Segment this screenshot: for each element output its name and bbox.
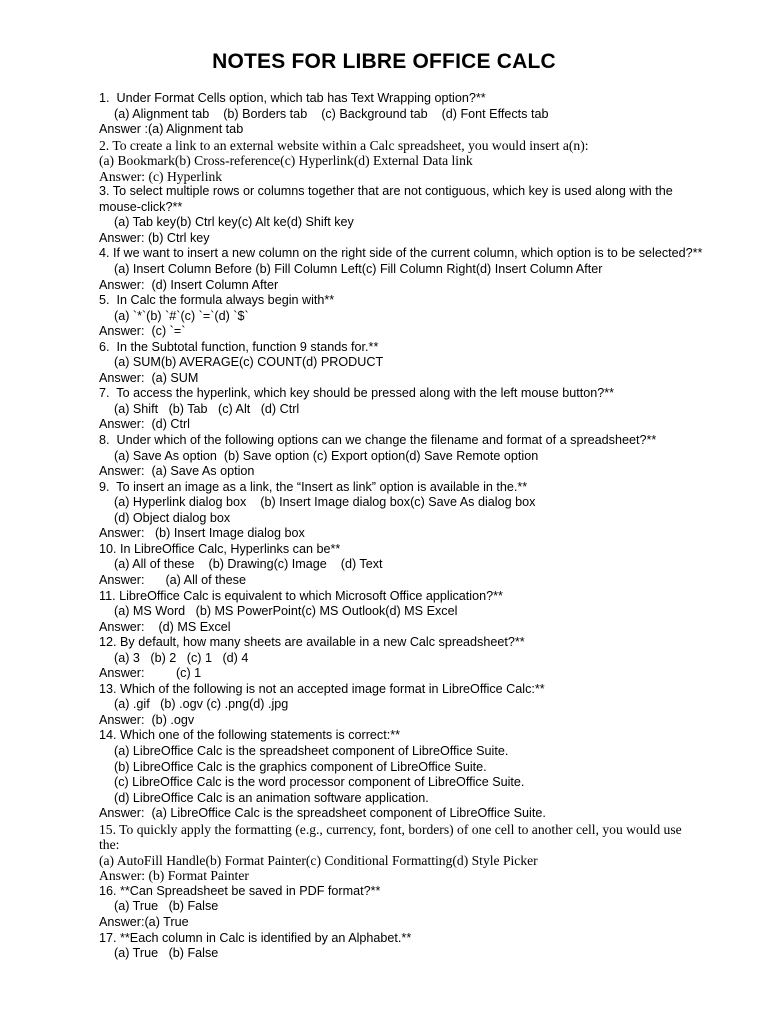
- answer-4: Answer: (d) Insert Column After: [99, 277, 279, 292]
- answer-3: Answer: (b) Ctrl key: [99, 230, 210, 245]
- answer-10: Answer: (a) All of these: [99, 572, 246, 587]
- answer-11: Answer: (d) MS Excel: [99, 619, 231, 634]
- options-9-cont: (d) Object dialog box: [114, 510, 231, 525]
- option-14a: (a) LibreOffice Calc is the spreadsheet component of LibreOffice Suite.: [114, 743, 509, 758]
- options-17: (a) True (b) False: [114, 946, 219, 961]
- options-16: (a) True (b) False: [114, 899, 219, 914]
- question-17: 17. **Each column in Calc is identified by an Alphabet.**: [99, 930, 412, 945]
- answer-8: Answer: (a) Save As option: [99, 464, 255, 479]
- options-15: (a) AutoFill Handle(b) Format Painter(c) Conditional Formatting(d) Style Picker: [99, 852, 538, 868]
- options-9: (a) Hyperlink dialog box (b) Insert Image dialog box(c) Save As dialog box: [114, 495, 536, 510]
- question-13: 13. Which of the following is not an accepted image format in LibreOffice Calc:**: [99, 681, 545, 696]
- answer-12: Answer: (c) 1: [99, 666, 202, 681]
- options-8: (a) Save As option (b) Save option (c) Export option(d) Save Remote option: [114, 448, 539, 463]
- answer-13: Answer: (b) .ogv: [99, 712, 195, 727]
- question-3: 3. To select multiple rows or columns together that are not contiguous, which key is used along with the mouse-click?**: [99, 184, 673, 214]
- question-12: 12. By default, how many sheets are available in a new Calc spreadsheet?**: [99, 635, 525, 650]
- question-2: 2. To create a link to an external website within a Calc spreadsheet, you would insert a(n):: [99, 137, 589, 153]
- option-14d: (d) LibreOffice Calc is an animation software application.: [114, 790, 429, 805]
- question-14: 14. Which one of the following statements is correct:**: [99, 728, 400, 743]
- answer-6: Answer: (a) SUM: [99, 370, 199, 385]
- answer-16: Answer:(a) True: [99, 914, 189, 929]
- question-5: 5. In Calc the formula always begin with**: [99, 293, 335, 308]
- question-10: 10. In LibreOffice Calc, Hyperlinks can be**: [99, 541, 341, 556]
- options-6: (a) SUM(b) AVERAGE(c) COUNT(d) PRODUCT: [114, 355, 384, 370]
- question-15: 15. To quickly apply the formatting (e.g., currency, font, borders) of one cell to another cell, you would use the:: [99, 821, 682, 853]
- options-12: (a) 3 (b) 2 (c) 1 (d) 4: [114, 650, 249, 665]
- question-11: 11. LibreOffice Calc is equivalent to which Microsoft Office application?**: [99, 588, 503, 603]
- question-9: 9. To insert an image as a link, the “Insert as link” option is available in the.**: [99, 479, 528, 494]
- option-14c: (c) LibreOffice Calc is the word processor component of LibreOffice Suite.: [114, 775, 525, 790]
- options-4: (a) Insert Column Before (b) Fill Column Left(c) Fill Column Right(d) Insert Column After: [114, 262, 603, 277]
- question-16: 16. **Can Spreadsheet be saved in PDF format?**: [99, 883, 381, 898]
- options-10: (a) All of these (b) Drawing(c) Image (d) Text: [114, 557, 383, 572]
- options-13: (a) .gif (b) .ogv (c) .png(d) .jpg: [114, 697, 289, 712]
- question-6: 6. In the Subtotal function, function 9 stands for.**: [99, 339, 379, 354]
- answer-7: Answer: (d) Ctrl: [99, 417, 190, 432]
- options-2: (a) Bookmark(b) Cross-reference(c) Hyperlink(d) External Data link: [99, 153, 473, 169]
- question-8: 8. Under which of the following options can we change the filename and format of a spreadsheet?**: [99, 433, 657, 448]
- options-1: (a) Alignment tab (b) Borders tab (c) Background tab (d) Font Effects tab: [114, 106, 549, 121]
- question-7: 7. To access the hyperlink, which key should be pressed along with the left mouse button?**: [99, 386, 615, 401]
- options-7: (a) Shift (b) Tab (c) Alt (d) Ctrl: [114, 401, 300, 416]
- options-3: (a) Tab key(b) Ctrl key(c) Alt ke(d) Shift key: [114, 215, 354, 230]
- question-1: 1. Under Format Cells option, which tab has Text Wrapping option?**: [99, 91, 486, 105]
- options-5: (a) `*`(b) `#`(c) `=`(d) `$`: [114, 308, 249, 323]
- options-11: (a) MS Word (b) MS PowerPoint(c) MS Outlook(d) MS Excel: [114, 604, 458, 619]
- answer-15: Answer: (b) Format Painter: [99, 868, 249, 884]
- answer-14: Answer: (a) LibreOffice Calc is the spreadsheet component of LibreOffice Suite.: [99, 806, 546, 821]
- answer-9: Answer: (b) Insert Image dialog box: [99, 526, 305, 541]
- page-title: NOTES FOR LIBRE OFFICE CALC: [212, 50, 556, 73]
- answer-5: Answer: (c) `=`: [99, 324, 186, 339]
- notes-body: [99, 91, 704, 962]
- option-14b: (b) LibreOffice Calc is the graphics component of LibreOffice Suite.: [114, 759, 487, 774]
- answer-1: Answer :(a) Alignment tab: [99, 122, 244, 137]
- answer-2: Answer: (c) Hyperlink: [99, 168, 223, 184]
- question-4: 4. If we want to insert a new column on the right side of the current column, which option is to be selected?**: [99, 246, 703, 261]
